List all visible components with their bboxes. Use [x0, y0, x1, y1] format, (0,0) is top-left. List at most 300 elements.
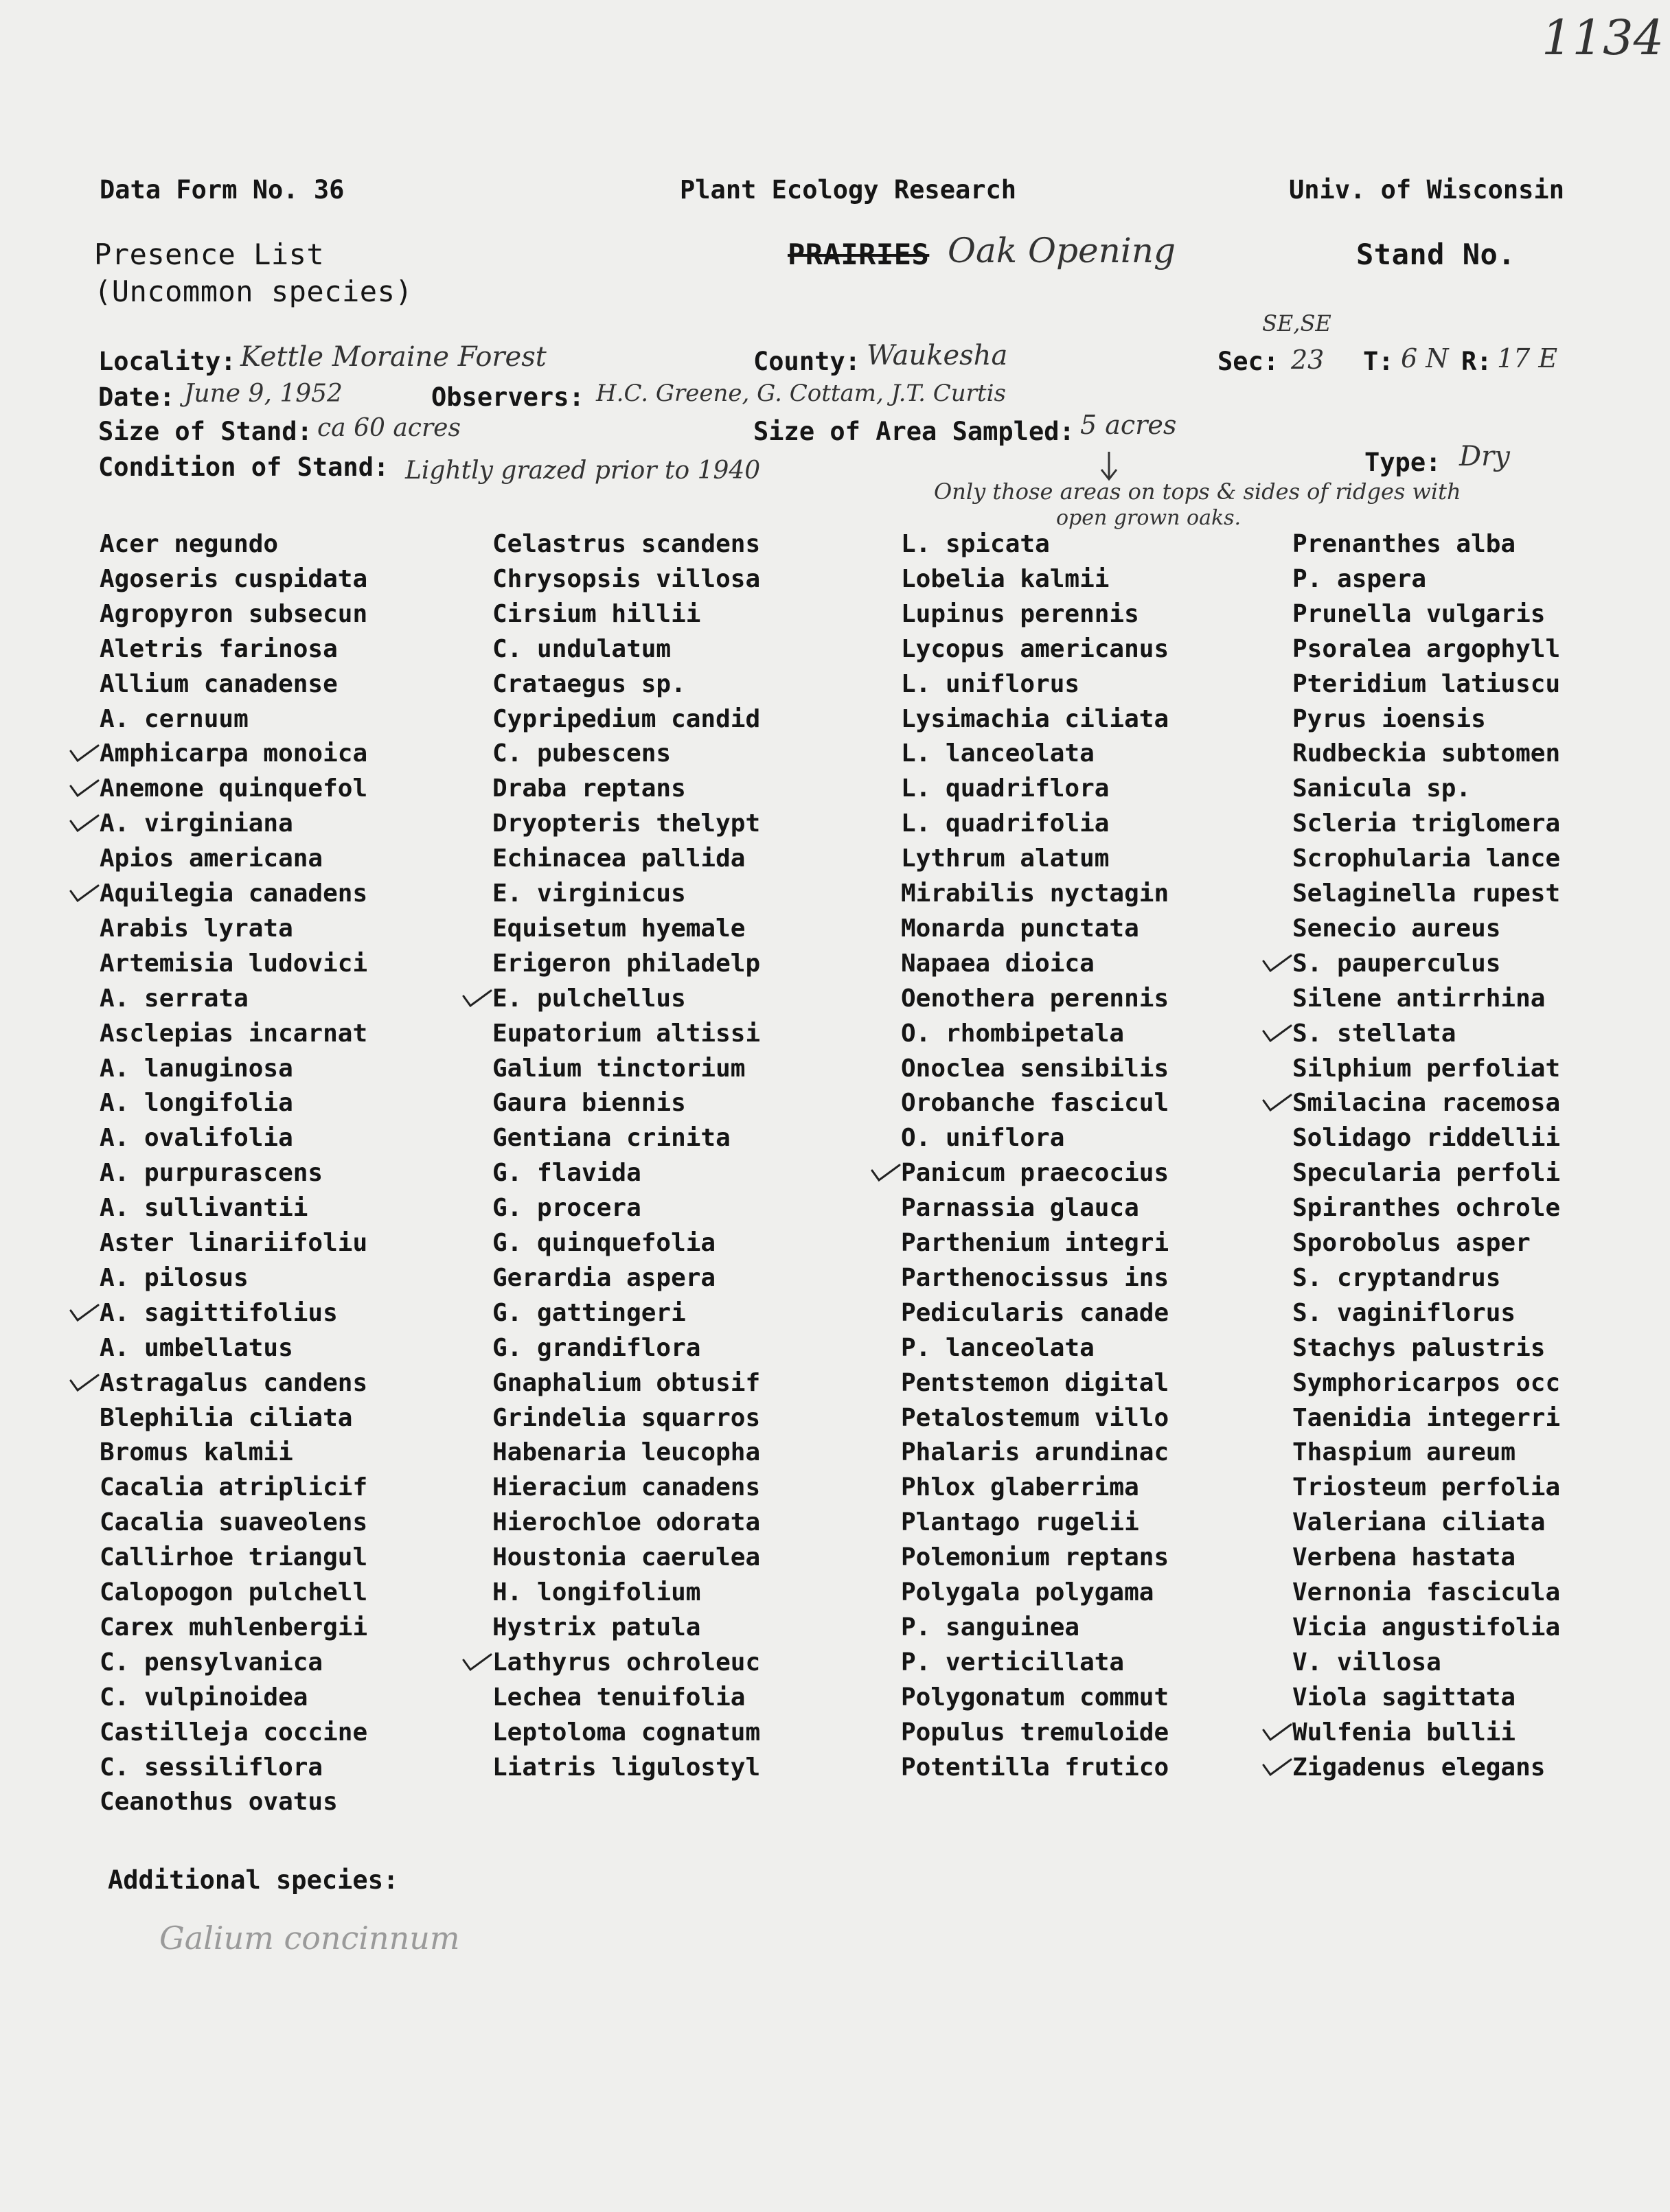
- species-item: [901, 1266, 1169, 1291]
- species-name: Lupinus perennis: [901, 600, 1139, 628]
- species-name: Calopogon pulchell: [100, 1578, 368, 1606]
- species-name: L. lanceolata: [901, 739, 1095, 768]
- species-item: [1292, 1126, 1560, 1151]
- species-name: P. aspera: [1292, 565, 1427, 593]
- species-name: Symphoricarpos occ: [1292, 1369, 1561, 1397]
- species-item: [100, 1510, 367, 1535]
- species-item: [492, 949, 761, 978]
- species-item: [100, 776, 367, 801]
- species-item: [1292, 1650, 1441, 1675]
- species-item: [901, 1406, 1169, 1431]
- species-item: [1292, 532, 1515, 557]
- species-item: [901, 811, 1109, 836]
- species-item: [1292, 1057, 1560, 1081]
- species-name: Specularia perfoli: [1292, 1159, 1561, 1187]
- species-item: [492, 532, 760, 557]
- size-of-area-value: 5 acres: [1080, 410, 1177, 440]
- species-item: [1292, 1615, 1560, 1640]
- species-name: Wulfenia bullii: [1292, 1718, 1516, 1747]
- list-title-line1: Presence List: [94, 238, 325, 271]
- species-name: Astragalus candens: [100, 1369, 368, 1397]
- species-item: [1292, 1266, 1500, 1291]
- species-item: [492, 1545, 760, 1570]
- species-name: Lobelia kalmii: [901, 565, 1110, 593]
- species-name: Bromus kalmii: [100, 1438, 293, 1466]
- township-label: T:: [1363, 347, 1394, 376]
- species-item: [492, 567, 760, 592]
- species-item: [492, 1650, 760, 1675]
- species-name: S. cryptandrus: [1292, 1264, 1501, 1292]
- species-item: [1292, 707, 1486, 732]
- species-name: Amphicarpa monoica: [100, 739, 368, 768]
- species-name: Polemonium reptans: [901, 1543, 1169, 1571]
- species-name: Senecio aureus: [1292, 914, 1501, 943]
- species-item: [492, 707, 760, 732]
- size-of-stand-value: ca 60 acres: [317, 414, 461, 442]
- species-name: Polygonatum commut: [901, 1683, 1169, 1712]
- species-name: Selaginella rupest: [1292, 879, 1561, 908]
- species-name: A. purpurascens: [100, 1159, 323, 1187]
- species-item: [1292, 1336, 1545, 1361]
- species-name: Onoclea sensibilis: [901, 1055, 1169, 1083]
- species-name: L. uniflorus: [901, 670, 1080, 698]
- type-label: Type:: [1364, 448, 1441, 477]
- species-item: [901, 1091, 1169, 1116]
- species-name: G. gattingeri: [492, 1299, 686, 1327]
- species-name: Scrophularia lance: [1292, 844, 1561, 873]
- species-item: [492, 1615, 700, 1640]
- species-name: Celastrus scandens: [492, 530, 761, 558]
- species-name: Vicia angustifolia: [1292, 1613, 1561, 1641]
- species-item: [492, 1336, 700, 1361]
- species-name: P. sanguinea: [901, 1613, 1080, 1641]
- species-name: Phlox glaberrima: [901, 1473, 1139, 1501]
- species-item: [492, 1266, 716, 1291]
- species-item: [100, 1019, 368, 1048]
- species-item: [100, 1406, 352, 1431]
- species-item: [1292, 672, 1560, 697]
- species-name: Cacalia suaveolens: [100, 1508, 368, 1536]
- species-item: [100, 1580, 367, 1605]
- species-item: [1292, 949, 1501, 978]
- species-name: Oenothera perennis: [901, 984, 1169, 1013]
- species-item: [901, 602, 1139, 627]
- species-item: [1292, 1371, 1560, 1396]
- checkmark-icon: [871, 1162, 901, 1183]
- species-item: [1292, 1440, 1515, 1465]
- species-name: Sporobolus asper: [1292, 1229, 1531, 1257]
- species-name: Thaspium aureum: [1292, 1438, 1516, 1466]
- species-item: [100, 1196, 308, 1221]
- species-name: Eupatorium altissi: [492, 1019, 761, 1048]
- condition-label: Condition of Stand:: [98, 452, 389, 482]
- species-name: Polygala polygama: [901, 1578, 1154, 1606]
- checkmark-icon: [1262, 1023, 1292, 1044]
- species-item: [100, 949, 368, 978]
- species-item: [492, 984, 686, 1013]
- species-name: Petalostemum villo: [901, 1404, 1169, 1432]
- species-name: L. spicata: [901, 530, 1050, 558]
- form-number: Data Form No. 36: [100, 175, 345, 205]
- species-name: G. procera: [492, 1194, 641, 1222]
- species-item: [901, 1301, 1169, 1326]
- species-name: A. ovalifolia: [100, 1124, 293, 1152]
- locality-label: Locality:: [98, 347, 236, 376]
- species-name: Silene antirrhina: [1292, 984, 1546, 1013]
- species-item: [492, 776, 686, 801]
- section-label: Sec:: [1217, 347, 1279, 376]
- species-name: A. lanuginosa: [100, 1055, 293, 1083]
- county-value: Waukesha: [867, 340, 1008, 371]
- species-name: Vernonia fascicula: [1292, 1578, 1561, 1606]
- species-item: [100, 567, 367, 592]
- species-item: [901, 1019, 1125, 1048]
- species-item: [1292, 1406, 1560, 1431]
- species-name: Aster linariifoliu: [100, 1229, 368, 1257]
- species-name: Pentstemon digital: [901, 1369, 1169, 1397]
- condition-value: Lightly grazed prior to 1940: [405, 457, 761, 485]
- type-value: Dry: [1459, 441, 1510, 472]
- species-name: S. stellata: [1292, 1019, 1456, 1048]
- species-item: [100, 984, 249, 1013]
- checkmark-icon: [1262, 1757, 1292, 1777]
- area-note-line2: open grown oaks.: [1056, 506, 1242, 530]
- species-name: Lechea tenuifolia: [492, 1683, 746, 1712]
- species-name: G. quinquefolia: [492, 1229, 716, 1257]
- date-value: June 9, 1952: [184, 380, 343, 408]
- species-name: Equisetum hyemale: [492, 914, 746, 943]
- species-name: A. umbellatus: [100, 1334, 293, 1362]
- page-number: 1134: [1542, 10, 1665, 66]
- checkmark-icon: [69, 743, 100, 763]
- species-item: [100, 1685, 308, 1710]
- species-item: [901, 1510, 1139, 1535]
- species-name: Apios americana: [100, 844, 323, 873]
- type-printed-struck: PRAIRIES: [788, 238, 930, 271]
- area-note-line1: Only those areas on tops & sides of ridges with: [934, 479, 1461, 505]
- additional-species-entry: Galium concinnum: [159, 1920, 460, 1957]
- species-item: [492, 879, 686, 908]
- species-item: [901, 1475, 1139, 1500]
- species-item: [901, 1161, 1169, 1186]
- species-name: Plantago rugelii: [901, 1508, 1139, 1536]
- species-item: [901, 637, 1169, 662]
- species-item: [100, 1057, 293, 1081]
- species-item: [901, 532, 1050, 557]
- species-item: [901, 1545, 1169, 1570]
- species-name: Crataegus sp.: [492, 670, 686, 698]
- species-name: Agoseris cuspidata: [100, 565, 368, 593]
- species-name: Valeriana ciliata: [1292, 1508, 1546, 1536]
- species-item: [1292, 637, 1560, 662]
- species-item: [100, 1126, 293, 1151]
- species-name: Prenanthes alba: [1292, 530, 1516, 558]
- species-item: [100, 846, 323, 871]
- species-name: Aletris farinosa: [100, 635, 338, 663]
- organization: Plant Ecology Research: [680, 175, 1017, 205]
- species-name: V. villosa: [1292, 1648, 1441, 1677]
- species-item: [100, 1615, 367, 1640]
- species-item: [1292, 1019, 1456, 1048]
- species-name: C. sessiliflora: [100, 1753, 323, 1782]
- checkmark-icon: [462, 1652, 492, 1672]
- species-item: [1292, 846, 1560, 871]
- species-item: [492, 1091, 686, 1116]
- species-item: [901, 672, 1079, 697]
- species-item: [100, 637, 338, 662]
- species-item: [492, 1685, 745, 1710]
- species-name: Cirsium hillii: [492, 600, 701, 628]
- species-item: [100, 707, 249, 732]
- species-item: [492, 1231, 716, 1256]
- species-name: Hystrix patula: [492, 1613, 701, 1641]
- list-title-line2: (Uncommon species): [94, 275, 413, 308]
- species-item: [492, 1580, 700, 1605]
- section-note: SE,SE: [1262, 310, 1331, 336]
- species-name: Hieracium canadens: [492, 1473, 761, 1501]
- species-name: G. flavida: [492, 1159, 641, 1187]
- species-item: [901, 949, 1095, 978]
- species-name: Parnassia glauca: [901, 1194, 1139, 1222]
- species-item: [901, 879, 1169, 908]
- species-name: Potentilla frutico: [901, 1753, 1169, 1782]
- species-name: Gaura biennis: [492, 1089, 686, 1117]
- stand-number-label: Stand No.: [1356, 238, 1516, 271]
- species-name: Spiranthes ochrole: [1292, 1194, 1561, 1222]
- species-name: Triosteum perfolia: [1292, 1473, 1561, 1501]
- species-item: [492, 672, 686, 697]
- observers-value: H.C. Greene, G. Cottam, J.T. Curtis: [596, 380, 1006, 407]
- species-name: Habenaria leucopha: [492, 1438, 761, 1466]
- locality-value: Kettle Moraine Forest: [240, 341, 547, 373]
- checkmark-icon: [1262, 1092, 1292, 1113]
- species-item: [1292, 1545, 1515, 1570]
- species-name: A. sagittifolius: [100, 1299, 338, 1327]
- section-value: 23: [1291, 345, 1325, 375]
- species-name: Solidago riddellii: [1292, 1124, 1561, 1152]
- species-name: Agropyron subsecun: [100, 600, 368, 628]
- species-name: Hierochloe odorata: [492, 1508, 761, 1536]
- species-name: Orobanche fascicul: [901, 1089, 1169, 1117]
- species-name: Callirhoe triangul: [100, 1543, 368, 1571]
- species-name: Acer negundo: [100, 530, 279, 558]
- species-name: Gentiana crinita: [492, 1124, 731, 1152]
- species-item: [492, 1440, 760, 1465]
- checkmark-icon: [69, 1302, 100, 1323]
- size-of-area-label: Size of Area Sampled:: [753, 417, 1075, 446]
- species-name: G. grandiflora: [492, 1334, 701, 1362]
- species-name: C. pubescens: [492, 739, 672, 768]
- species-item: [100, 602, 367, 627]
- species-name: Psoralea argophyll: [1292, 635, 1561, 663]
- species-name: Artemisia ludovici: [100, 949, 368, 978]
- species-name: Scleria triglomera: [1292, 809, 1561, 838]
- checkmark-icon: [1262, 953, 1292, 973]
- species-name: H. longifolium: [492, 1578, 701, 1606]
- species-item: [492, 602, 700, 627]
- species-item: [901, 1231, 1169, 1256]
- checkmark-icon: [1262, 1722, 1292, 1742]
- species-item: [100, 1720, 367, 1745]
- species-item: [1292, 1475, 1560, 1500]
- species-name: Lythrum alatum: [901, 844, 1110, 873]
- species-name: Parthenocissus ins: [901, 1264, 1169, 1292]
- species-item: [1292, 1091, 1560, 1116]
- species-item: [100, 1231, 367, 1256]
- species-name: S. pauperculus: [1292, 949, 1501, 978]
- species-name: Chrysopsis villosa: [492, 565, 761, 593]
- species-name: Dryopteris thelypt: [492, 809, 761, 838]
- species-name: Asclepias incarnat: [100, 1019, 368, 1048]
- species-name: Draba reptans: [492, 774, 686, 803]
- species-item: [100, 1475, 367, 1500]
- county-label: County:: [753, 347, 860, 376]
- species-item: [901, 1615, 1079, 1640]
- checkmark-icon: [462, 988, 492, 1009]
- species-item: [901, 776, 1109, 801]
- size-of-stand-label: Size of Stand:: [98, 417, 312, 446]
- type-handwritten: Oak Opening: [948, 231, 1176, 270]
- species-item: [492, 1510, 760, 1535]
- species-item: [1292, 879, 1561, 908]
- species-item: [901, 1057, 1169, 1081]
- species-item: [901, 567, 1109, 592]
- species-item: [100, 1161, 323, 1186]
- species-name: Lathyrus ochroleuc: [492, 1648, 761, 1677]
- species-item: [901, 1685, 1169, 1710]
- species-item: [492, 1126, 731, 1151]
- arrow-down-icon: [1099, 450, 1119, 482]
- species-name: L. quadrifolia: [901, 809, 1110, 838]
- species-name: Pyrus ioensis: [1292, 705, 1486, 733]
- species-name: Cacalia atriplicif: [100, 1473, 368, 1501]
- species-name: C. undulatum: [492, 635, 672, 663]
- township-value: 6 N: [1401, 343, 1449, 373]
- species-item: [100, 1755, 323, 1780]
- species-name: P. lanceolata: [901, 1334, 1095, 1362]
- species-name: Smilacina racemosa: [1292, 1089, 1561, 1117]
- species-item: [1292, 1755, 1545, 1780]
- species-name: Houstonia caerulea: [492, 1543, 761, 1571]
- species-name: Parthenium integri: [901, 1229, 1169, 1257]
- species-item: [901, 846, 1109, 871]
- species-item: [901, 1196, 1139, 1221]
- species-item: [901, 1336, 1095, 1361]
- species-item: [100, 1545, 367, 1570]
- species-item: [1292, 741, 1560, 766]
- species-name: Arabis lyrata: [100, 914, 293, 943]
- species-item: [1292, 914, 1501, 943]
- species-item: [100, 672, 338, 697]
- species-item: [1292, 984, 1546, 1013]
- species-item: [1292, 811, 1560, 836]
- species-item: [1292, 602, 1545, 627]
- species-item: [901, 707, 1169, 732]
- species-item: [492, 1475, 760, 1500]
- species-name: Ceanothus ovatus: [100, 1788, 338, 1816]
- species-name: C. pensylvanica: [100, 1648, 323, 1677]
- species-item: [1292, 1720, 1515, 1745]
- species-item: [100, 914, 293, 943]
- species-name: A. serrata: [100, 984, 249, 1013]
- range-label: R:: [1461, 347, 1492, 376]
- species-name: Pteridium latiuscu: [1292, 670, 1561, 698]
- species-item: [901, 1126, 1064, 1151]
- species-item: [492, 811, 760, 836]
- species-name: Zigadenus elegans: [1292, 1753, 1546, 1782]
- species-name: Rudbeckia subtomen: [1292, 739, 1561, 768]
- university: Univ. of Wisconsin: [1289, 175, 1564, 205]
- species-name: Mirabilis nyctagin: [901, 879, 1169, 908]
- species-name: A. virginiana: [100, 809, 293, 838]
- species-name: Taenidia integerri: [1292, 1404, 1561, 1432]
- species-item: [492, 1301, 686, 1326]
- species-name: O. rhombipetala: [901, 1019, 1125, 1048]
- species-name: Sanicula sp.: [1292, 774, 1472, 803]
- checkmark-icon: [69, 813, 100, 833]
- checkmark-icon: [69, 883, 100, 903]
- species-name: Phalaris arundinac: [901, 1438, 1169, 1466]
- species-item: [100, 1371, 367, 1396]
- species-name: Anemone quinquefol: [100, 774, 368, 803]
- species-item: [492, 1755, 760, 1780]
- range-value: 17 E: [1497, 343, 1558, 373]
- observers-label: Observers:: [431, 382, 584, 412]
- species-item: [100, 1336, 293, 1361]
- species-item: [1292, 1161, 1560, 1186]
- species-item: [492, 1196, 641, 1221]
- species-item: [100, 811, 293, 836]
- species-item: [901, 741, 1095, 766]
- species-name: Erigeron philadelp: [492, 949, 761, 978]
- species-name: A. cernuum: [100, 705, 249, 733]
- species-item: [100, 532, 278, 557]
- species-name: Lycopus americanus: [901, 635, 1169, 663]
- species-item: [100, 1440, 293, 1465]
- species-name: Gnaphalium obtusif: [492, 1369, 761, 1397]
- species-name: Grindelia squarros: [492, 1404, 761, 1432]
- species-item: [1292, 1231, 1531, 1256]
- species-name: Aquilegia canadens: [100, 879, 368, 908]
- species-item: [100, 1650, 323, 1675]
- species-name: Prunella vulgaris: [1292, 600, 1546, 628]
- species-name: Stachys palustris: [1292, 1334, 1546, 1362]
- species-item: [492, 846, 745, 871]
- species-name: Castilleja coccine: [100, 1718, 368, 1747]
- species-item: [492, 914, 746, 943]
- species-name: Blephilia ciliata: [100, 1404, 353, 1432]
- species-name: P. verticillata: [901, 1648, 1125, 1677]
- species-item: [1292, 567, 1426, 592]
- species-name: A. sullivantii: [100, 1194, 308, 1222]
- species-name: Viola sagittata: [1292, 1683, 1516, 1712]
- species-item: [100, 741, 367, 766]
- species-name: A. longifolia: [100, 1089, 293, 1117]
- species-name: E. pulchellus: [492, 984, 686, 1013]
- species-item: [100, 1266, 249, 1291]
- species-item: [901, 914, 1139, 943]
- species-item: [492, 1057, 745, 1081]
- species-name: Leptoloma cognatum: [492, 1718, 761, 1747]
- species-item: [1292, 1685, 1515, 1710]
- species-item: [901, 1650, 1124, 1675]
- species-item: [901, 1755, 1169, 1780]
- species-item: [100, 1790, 338, 1814]
- species-name: A. pilosus: [100, 1264, 249, 1292]
- species-item: [492, 637, 671, 662]
- species-item: [492, 1019, 761, 1048]
- species-item: [492, 1371, 760, 1396]
